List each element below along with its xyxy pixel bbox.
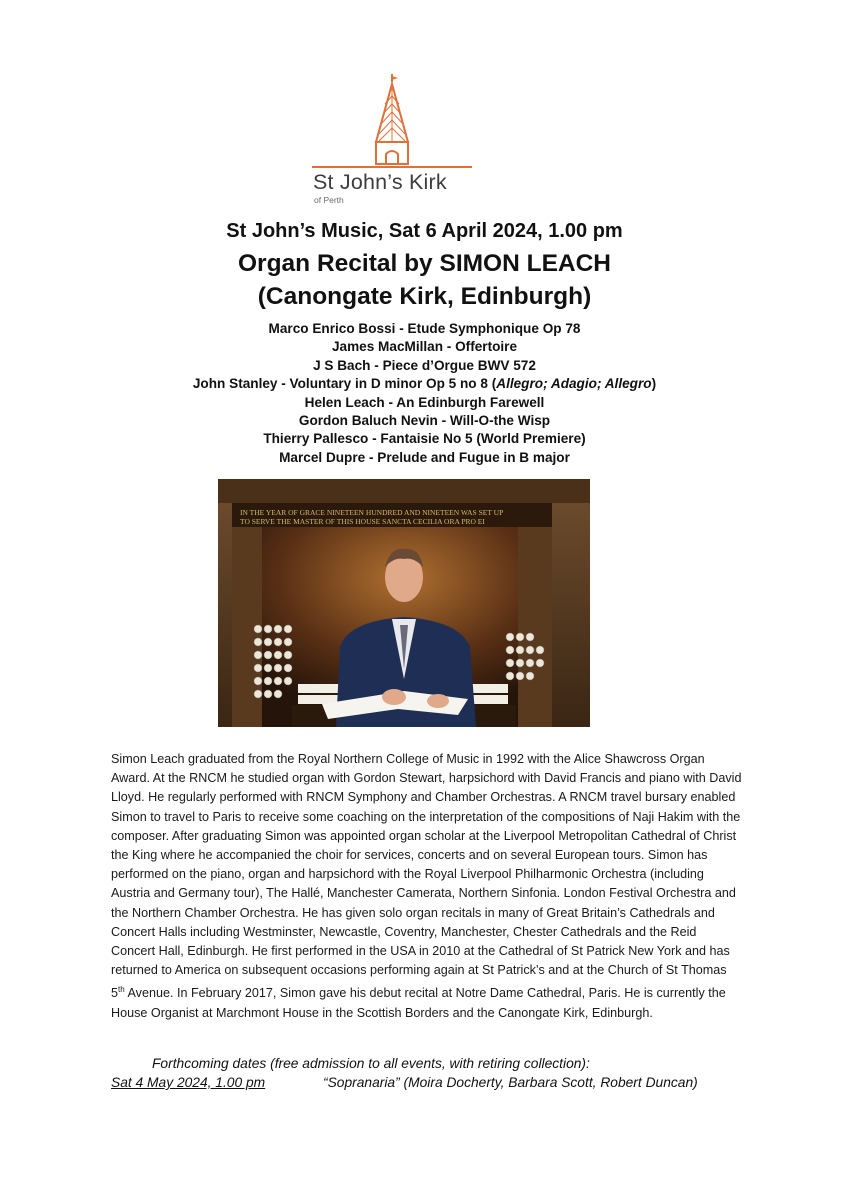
programme-item: Helen Leach - An Edinburgh Farewell bbox=[304, 394, 545, 410]
church-spire-icon bbox=[312, 74, 472, 170]
programme-item: James MacMillan - Offertoire bbox=[331, 339, 518, 355]
programme-item: Marco Enrico Bossi - Etude Symphonique Op 78 bbox=[268, 321, 581, 336]
forthcoming-heading: Forthcoming dates (free admission to all events, with retiring collection): bbox=[152, 1056, 590, 1071]
forthcoming-event-description: “Sopranaria” (Moira Docherty, Barbara Scott, Robert Duncan) bbox=[323, 1075, 698, 1090]
logo-subtitle: of Perth bbox=[314, 195, 344, 205]
programme-item: John Stanley - Voluntary in D minor Op 5 no 8 (Allegro; Adagio; Allegro) bbox=[192, 376, 657, 392]
photo-inscription: IN THE YEAR OF GRACE NINETEEN HUNDRED AND NINETEEN WAS SET UP bbox=[240, 508, 504, 517]
programme-list bbox=[0, 320, 849, 467]
programme-item: Marcel Dupre - Prelude and Fugue in B major bbox=[279, 449, 570, 465]
biography-paragraph: Simon Leach graduated from the Royal Northern College of Music in 1992 with the Alice Shawcross Organ Award. At the RNCM he studied organ with Gordon Stewart, harpsichord with David Francis and piano with David Lloyd. He regularly performed with RNCM Symphony and Chamber Orchestras. A RNCM travel bursary enabled Simon to travel to Paris to receive some coaching on the interpretation of the compositions of Naji Hakim with the composer. After graduating Simon was appointed organ scholar at the Liverpool Metropolitan Cathedral of Christ the King where he accompanied the choir for services, concerts and on several European tours. Simon has performed on the piano, organ and harpsichord with the Royal Liverpool Philharmonic Orchestra (including Austria and Germany tour), The Hallé, Manchester Camerata, Northern Sinfonia. London Festival Orchestra and the Northern Chamber Orchestra. He has given solo organ recitals in many of Great Britain’s Cathedrals and Concert Halls including Westminster, Newcastle, Coventry, Manchester, Chester Cathedrals and the Reid Concert Hall, Edinburgh. He first performed in the USA in 2010 at the Cathedral of St Patrick New York and has returned to America on subsequent occasions performing again at St Patrick’s and at the Church of St Thomas 5th Avenue. In February 2017, Simon gave his debut recital at Notre Dame Cathedral, Paris. He is currently the House Organist at Marchmont House in the Scottish Borders and the Canongate Kirk, Edinburgh. bbox=[111, 752, 742, 1020]
recital-title: Organ Recital by SIMON LEACH bbox=[237, 250, 611, 277]
programme-item: Thierry Pallesco - Fantaisie No 5 (World Premiere) bbox=[263, 431, 586, 447]
organist-photo bbox=[218, 479, 590, 727]
logo-name: St John’s Kirk bbox=[313, 170, 447, 194]
programme-item: Gordon Baluch Nevin - Will-O-the Wisp bbox=[298, 412, 551, 428]
forthcoming-event-date: Sat 4 May 2024, 1.00 pm bbox=[111, 1075, 266, 1090]
event-series-line: St John’s Music, Sat 6 April 2024, 1.00 pm bbox=[226, 220, 623, 242]
recital-venue: (Canongate Kirk, Edinburgh) bbox=[257, 283, 592, 310]
photo-inscription: TO SERVE THE MASTER OF THIS HOUSE SANCTA CECILIA ORA PRO EI bbox=[240, 517, 485, 526]
programme-item: J S Bach - Piece d’Orgue BWV 572 bbox=[313, 357, 536, 373]
